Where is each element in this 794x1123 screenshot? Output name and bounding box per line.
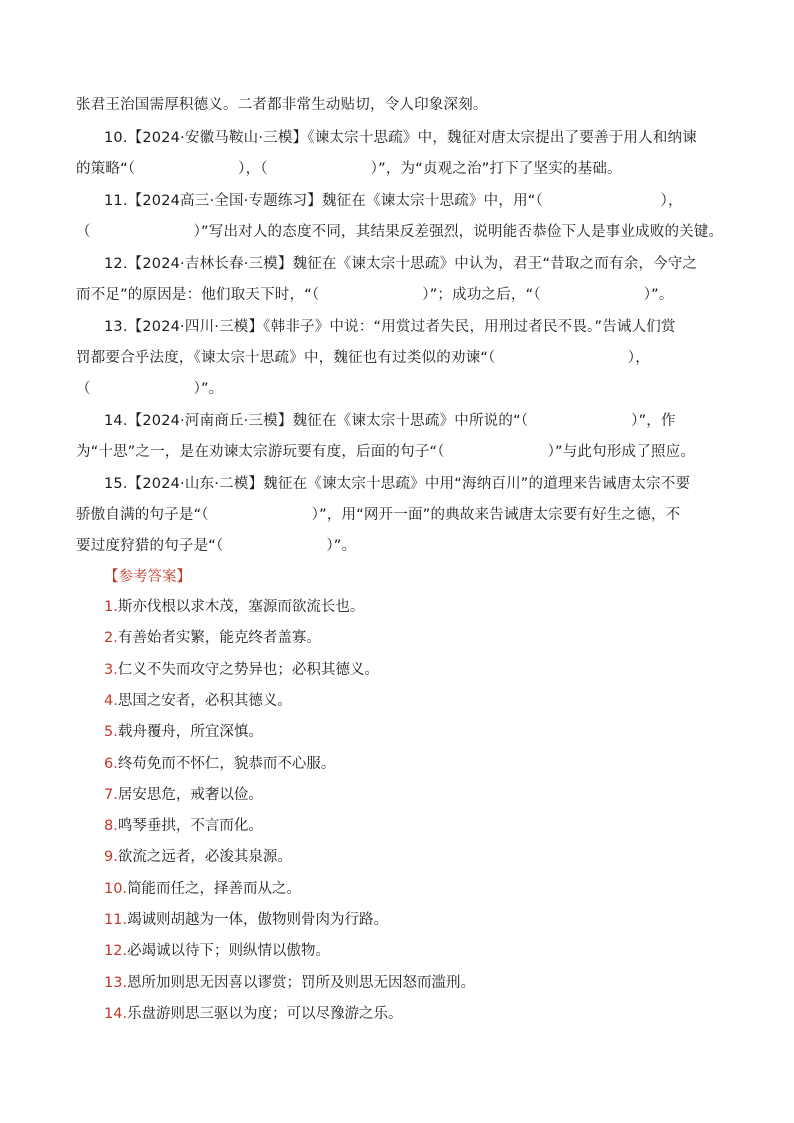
question-10-line-1: 10.【2024·安徽马鞍山·三模】《谏太宗十思疏》中，魏征对唐太宗提出了要善于用人和纳谏 [104,130,697,146]
answer-text: 乐盘游则思三驱以为度；可以尽豫游之乐。 [127,1005,403,1022]
question-14-line-1: 14.【2024·河南商丘·三模】魏征在《谏太宗十思疏》中所说的“（ ）”，作 [104,413,676,429]
answer-text: 斯亦伐根以求木茂，塞源而欲流长也。 [117,599,365,615]
answer-text: 有善始者实繁，能克终者盖寡。 [117,630,321,647]
answer-item [104,754,335,774]
question-12-line-1: 12.【2024·吉林长春·三模】魏征在《谏太宗十思疏》中认为，君王“昔取之而有余，今守之 [104,256,698,272]
answer-item [104,628,321,648]
answer-number: 6. [104,755,118,772]
answer-item [104,847,292,867]
answer-number: 7. [104,786,118,803]
question-13-line-1: 13.【2024·四川·三模】《韩非子》中说：“用赏过者失民，用刑过者民不畏。”告诫人们赏 [104,319,676,335]
answer-number: 9. [104,849,118,866]
answer-number: 4. [104,692,118,709]
answer-number: 10. [104,880,128,897]
answer-text: 恩所加则思无因喜以谬赏；罚所及则思无因怒而滥刑。 [127,974,476,991]
answer-item [104,973,475,993]
answer-number: 13. [104,974,128,991]
answer-number: 1. [104,599,118,615]
answer-text: 仁义不失而攻守之势异也；必积其德义。 [117,661,379,678]
question-15-line-1: 15.【2024·山东·二模】魏征在《谏太宗十思疏》中用“海纳百川”的道理来告诫唐太宗不要 [104,476,691,492]
answer-number: 14. [104,1005,128,1022]
answer-text: 载舟覆舟，所宜深慎。 [117,724,263,741]
answer-item [104,660,379,680]
answer-text: 欲流之远者，必浚其泉源。 [117,849,292,866]
answer-item [104,597,364,617]
answer-text: 居安思危，戒奢以俭。 [117,786,263,803]
answer-text: 竭诚则胡越为一体，傲物则骨肉为行路。 [127,912,389,928]
answer-item [104,785,263,805]
answer-item [104,722,263,742]
answers-heading: 【参考答案】 [104,569,191,585]
answer-number: 3. [104,661,118,678]
question-15-line-3: 要过度狩猎的句子是“（ ）”。 [76,538,357,554]
question-13-line-3: （ ）”。 [76,381,224,397]
answer-item [104,816,263,836]
answer-item [104,879,301,899]
answer-item [104,691,292,711]
answer-text: 鸣琴垂拱，不言而化。 [117,818,263,835]
answer-text: 思国之安者，必积其德义。 [117,692,292,709]
answer-item [104,910,388,930]
answer-number: 8. [104,818,118,835]
question-11-line-1: 11.【2024高三·全国·专题练习】魏征在《谏太宗十思疏》中，用“（ ）， [104,193,683,209]
answer-number: 11. [104,912,128,928]
question-15-line-2: 骄傲自满的句子是“（ ）”，用“网开一面”的典故来告诫唐太宗要有好生之德，不 [76,507,681,523]
question-9-tail: 张君王治国需厚积德义。二者都非常生动贴切，令人印象深刻。 [76,97,488,113]
question-12-line-2: 而不足”的原因是：他们取天下时，“（ ）”；成功之后，“（ ）”。 [76,287,674,303]
answer-text: 终苟免而不怀仁，貌恭而不心服。 [117,755,336,772]
answer-item [104,1004,403,1024]
answer-text: 简能而任之，择善而从之。 [127,880,302,897]
question-10-line-2: 的策略“（ ），（ ）”，为“贞观之治”打下了坚实的基础。 [76,161,622,177]
question-11-line-2: （ ）”写出对人的态度不同，其结果反差强烈，说明能否恭俭下人是事业成败的关键。 [76,224,724,240]
question-14-line-2: 为“十思”之一，是在劝谏太宗游玩要有度，后面的句子“（ ）”与此句形成了照应。 [76,444,696,460]
answer-number: 2. [104,630,118,647]
answer-number: 12. [104,943,128,960]
answer-text: 必竭诚以待下；则纵情以傲物。 [127,943,331,960]
question-13-line-2: 罚都要合乎法度，《谏太宗十思疏》中，魏征也有过类似的劝谏“（ ）， [76,350,650,366]
answer-number: 5. [104,724,118,741]
answer-item [104,941,330,961]
